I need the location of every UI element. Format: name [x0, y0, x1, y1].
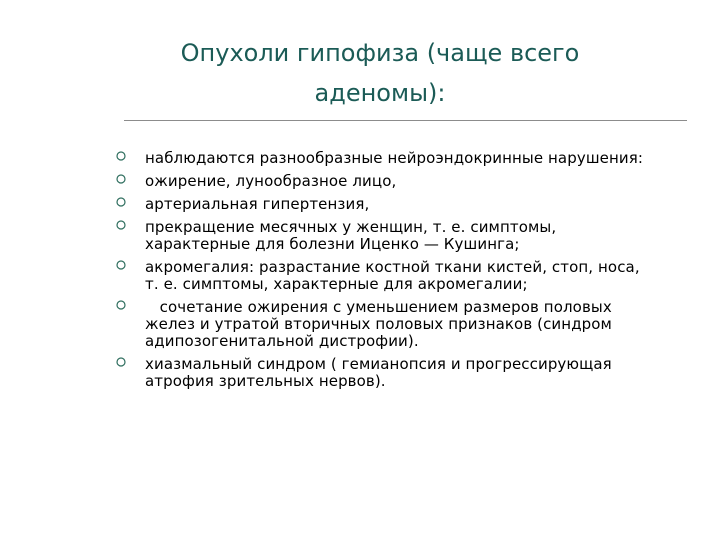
- bullet-text: прекращение месячных у женщин, т. е. симптомы, характерные для болезни Иценко — Кушинга;: [145, 218, 557, 253]
- bullet-item: [116, 173, 656, 190]
- bullet-text: акромегалия: разрастание костной ткани кистей, стоп, носа, т. е. симптомы, характерные для акромегалии;: [145, 258, 640, 293]
- bullet-item: [116, 356, 656, 390]
- bullet-item: [116, 299, 656, 350]
- title-divider: [124, 120, 687, 121]
- bullet-text: сочетание ожирения с уменьшением размеров половых желез и утратой вторичных половых признаков (синдром адипозогенитальной дистрофии).: [145, 298, 617, 350]
- hollow-circle-bullet-icon: [116, 197, 126, 207]
- hollow-circle-bullet-icon: [116, 357, 126, 367]
- bullet-text: артериальная гипертензия,: [145, 195, 370, 213]
- bullet-item: [116, 196, 656, 213]
- bullet-text: хиазмальный синдром ( гемианопсия и прогрессирующая атрофия зрительных нервов).: [145, 355, 612, 390]
- bullet-item: [116, 219, 656, 253]
- hollow-circle-bullet-icon: [116, 174, 126, 184]
- hollow-circle-bullet-icon: [116, 300, 126, 310]
- hollow-circle-bullet-icon: [116, 151, 126, 161]
- slide-title: Опухоли гипофиза (чаще всего аденомы):: [180, 39, 580, 107]
- bullet-text: ожирение, лунообразное лицо,: [145, 172, 397, 190]
- hollow-circle-bullet-icon: [116, 260, 126, 270]
- bullet-item: [116, 150, 656, 167]
- hollow-circle-bullet-icon: [116, 220, 126, 230]
- bullet-item: [116, 259, 656, 293]
- bullet-text: наблюдаются разнообразные нейроэндокринные нарушения:: [145, 149, 644, 167]
- bullet-list: [116, 150, 656, 396]
